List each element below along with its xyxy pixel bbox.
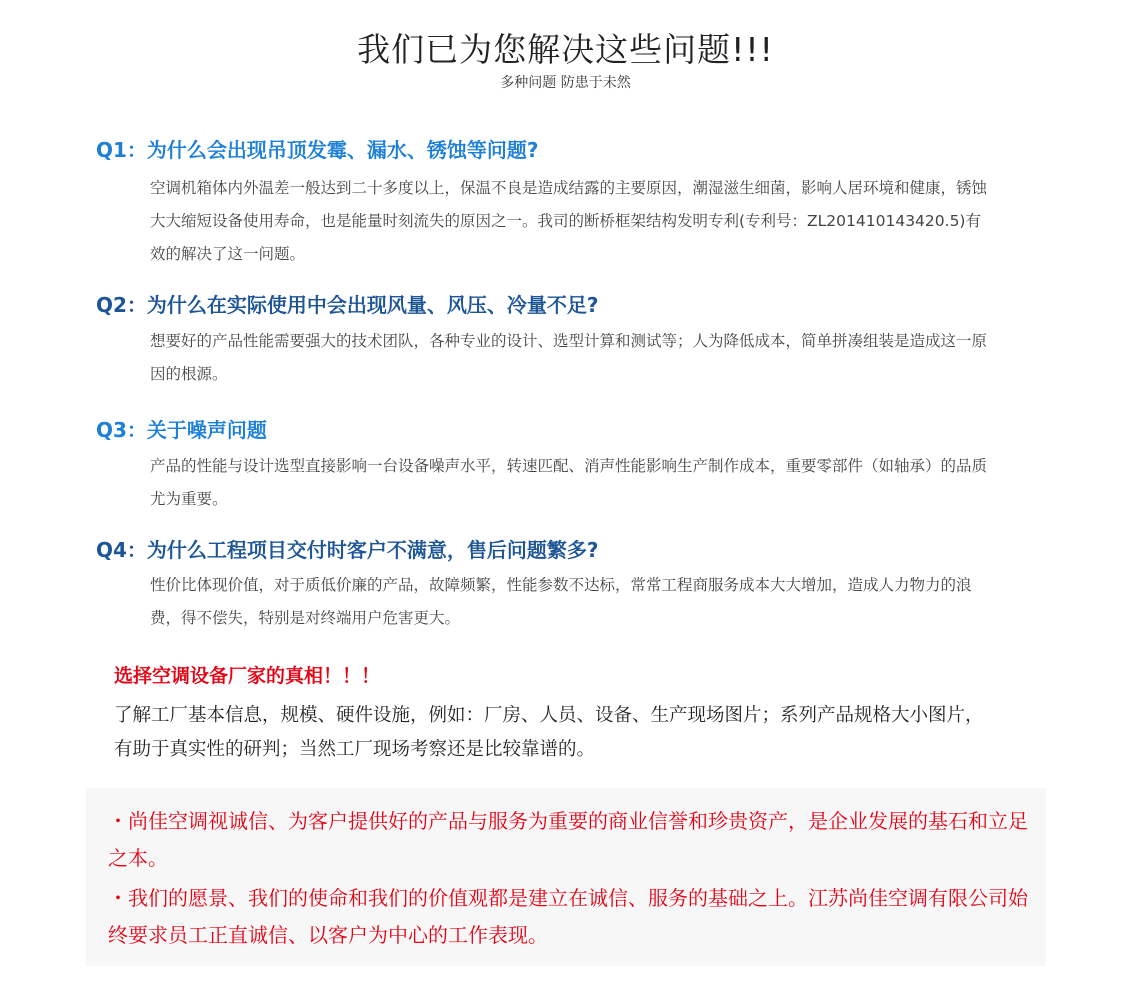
truth-heading: 选择空调设备厂家的真相！！！	[114, 665, 381, 687]
page-subtitle: 多种问题 防患于未然	[500, 75, 631, 91]
truth-body: 了解工厂基本信息，规模、硬件设施，例如：厂房、人员、设备、生产现场图片；系列产品规格大小图片，有助于真实性的研判；当然工厂现场考察还是比较靠谱的。	[114, 705, 984, 760]
answer-4: 性价比体现价值，对于质低价廉的产品，故障频繁，性能参数不达标，常常工程商服务成本大大增加，造成人力物力的浪费，得不偿失，特别是对终端用户危害更大。	[150, 576, 972, 627]
question-2: Q2：为什么在实际使用中会出现风量、风压、冷量不足?	[96, 293, 599, 317]
commitment-paragraph-2: ・我们的愿景、我们的使命和我们的价值观都是建立在诚信、服务的基础之上。江苏尚佳空调有限公司始终要求员工正直诚信、以客户为中心的工作表现。	[108, 886, 1028, 947]
answer-3: 产品的性能与设计选型直接影响一台设备噪声水平，转速匹配、消声性能影响生产制作成本，重要零部件（如轴承）的品质尤为重要。	[150, 457, 988, 508]
answer-1: 空调机箱体内外温差一般达到二十多度以上，保温不良是造成结露的主要原因，潮湿滋生细菌，影响人居环境和健康，锈蚀大大缩短设备使用寿命，也是能量时刻流失的原因之一。我司的断桥框架结构发明专利(专利号：ZL201410143420.5)有效的解决了这一问题。	[150, 179, 988, 263]
page-title: 我们已为您解决这些问题!!!	[357, 30, 774, 69]
question-3: Q3：关于噪声问题	[96, 418, 267, 442]
question-4: Q4：为什么工程项目交付时客户不满意，售后问题繁多?	[96, 538, 599, 562]
question-1: Q1：为什么会出现吊顶发霉、漏水、锈蚀等问题?	[96, 138, 539, 162]
answer-2: 想要好的产品性能需要强大的技术团队，各种专业的设计、选型计算和测试等；人为降低成本，简单拼凑组装是造成这一原因的根源。	[150, 332, 988, 383]
commitment-paragraph-1: ・尚佳空调视诚信、为客户提供好的产品与服务为重要的商业信誉和珍贵资产，是企业发展的基石和立足之本。	[108, 809, 1028, 870]
